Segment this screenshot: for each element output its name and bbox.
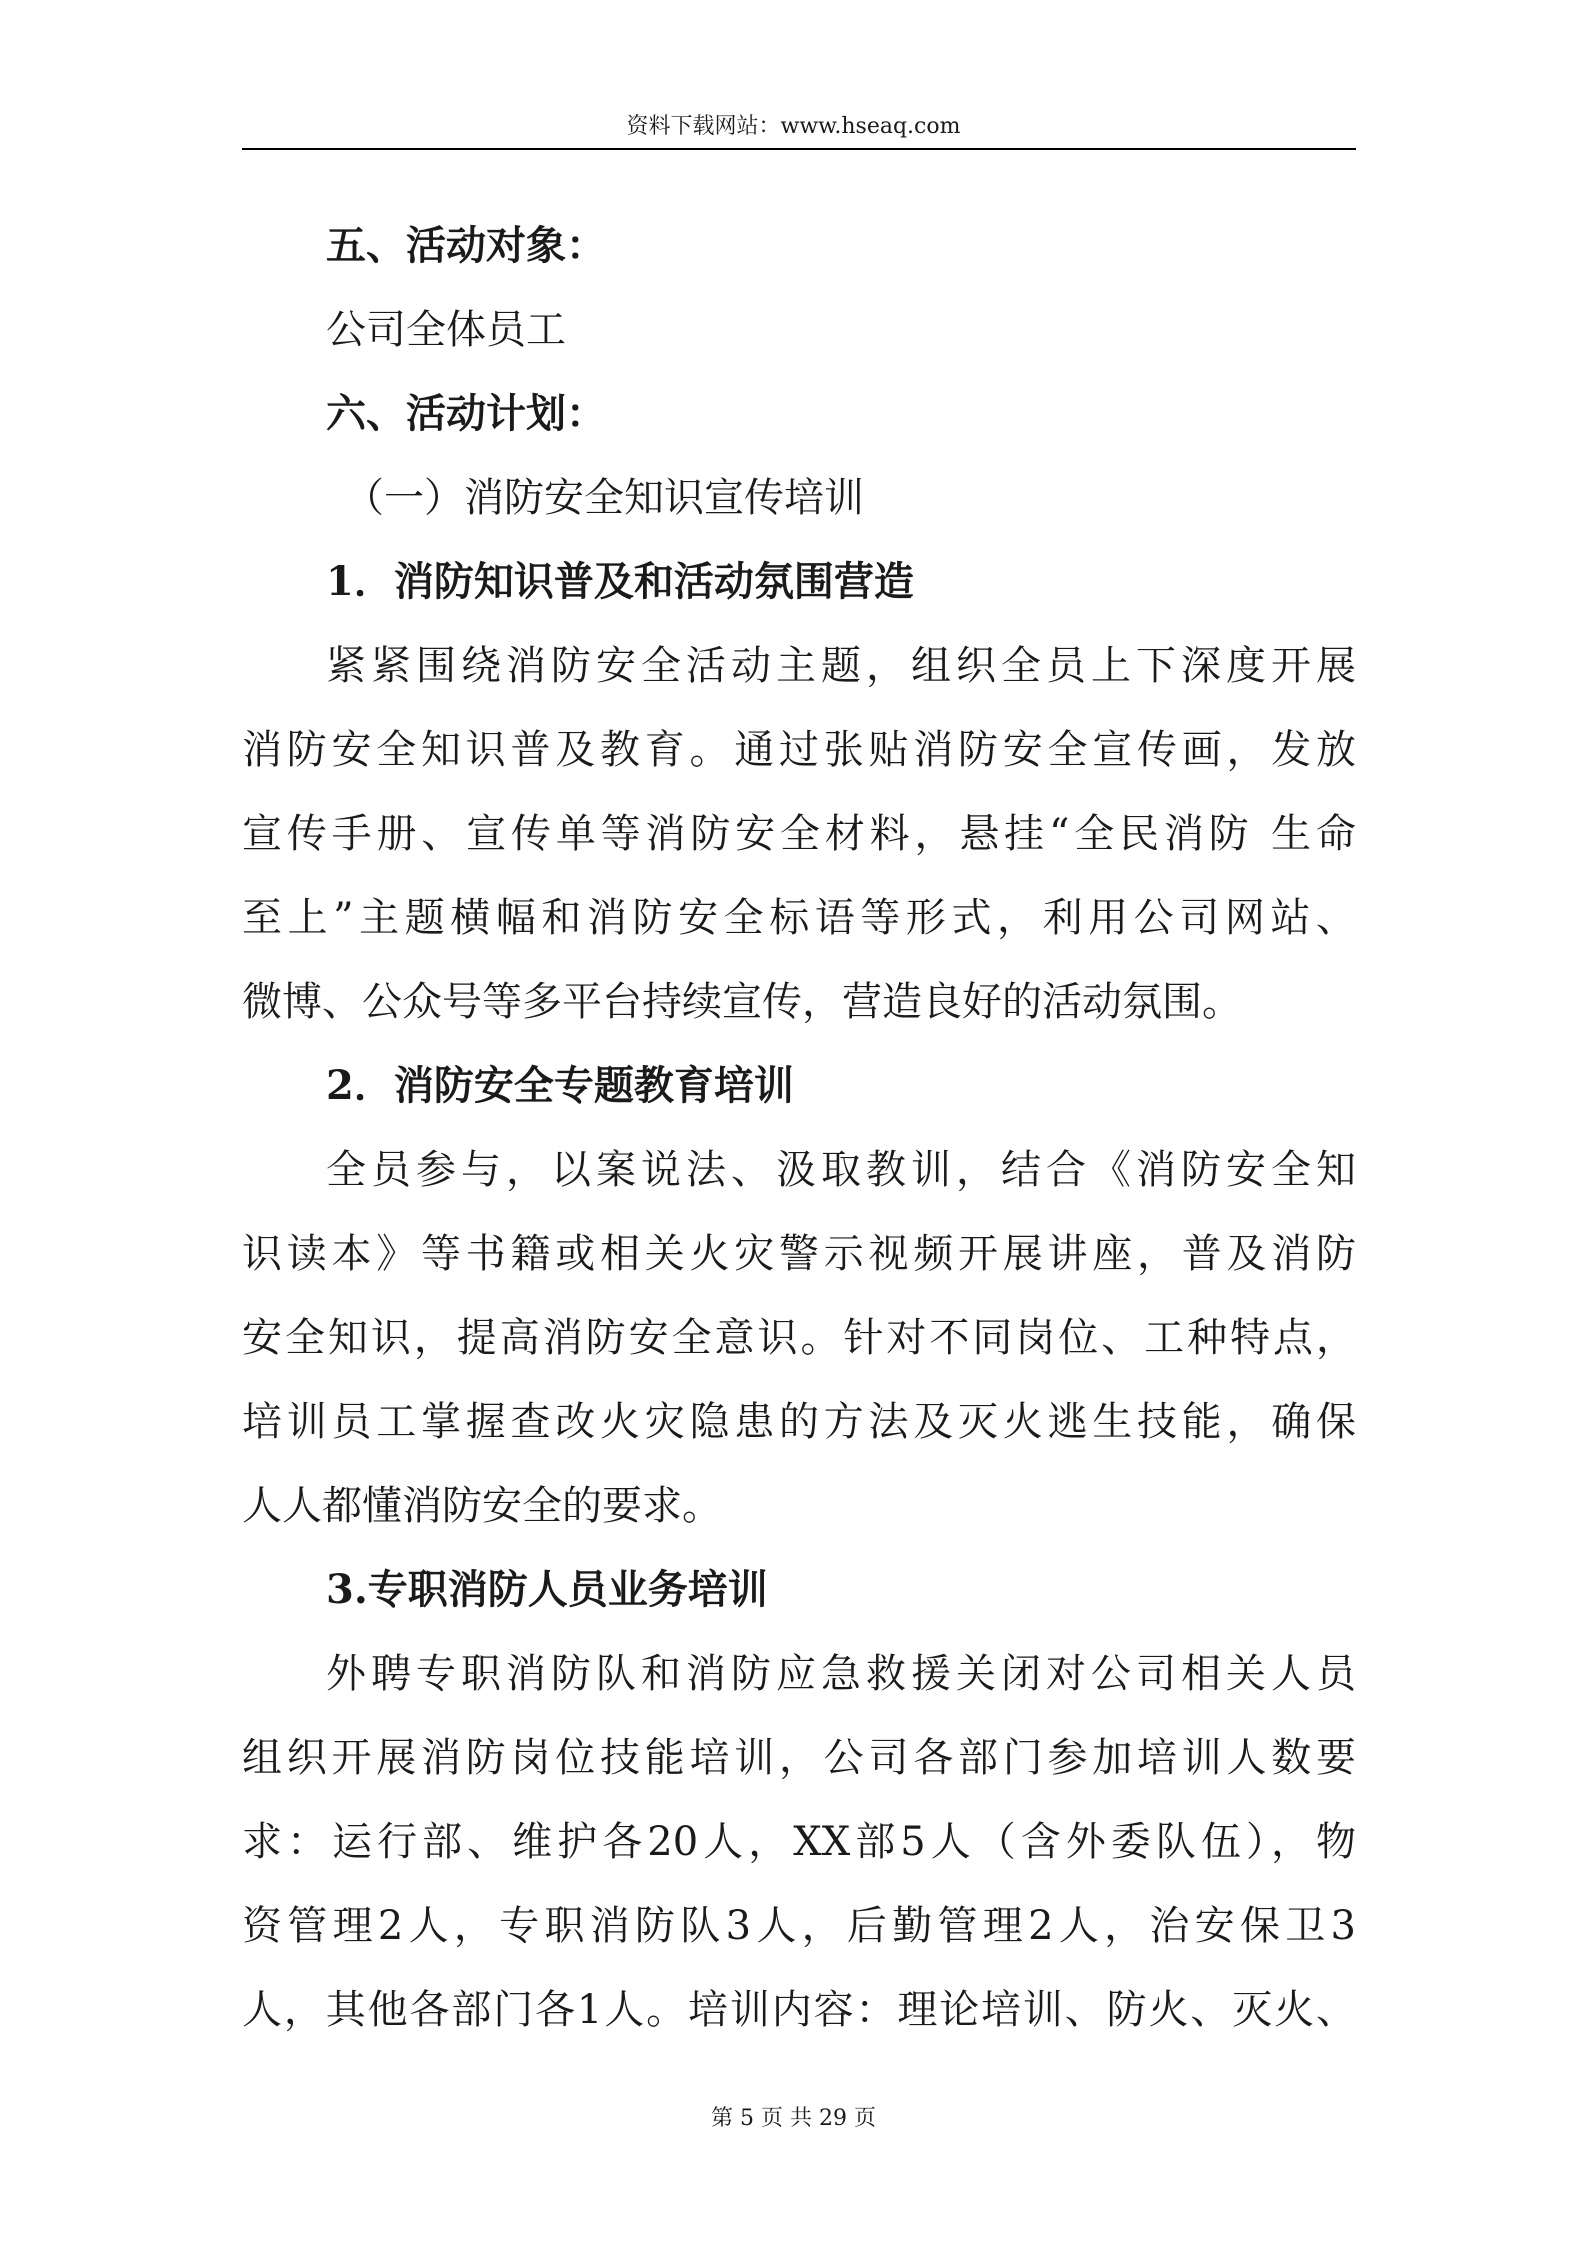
paragraph-line: 人人都懂消防安全的要求。 [242,1483,722,1529]
paragraph-line: 紧紧围绕消防安全活动主题，组织全员上下深度开展 [326,643,1356,689]
paragraph-line: 组织开展消防岗位技能培训，公司各部门参加培训人数要 [242,1735,1356,1781]
item-heading-3: 3.专职消防人员业务培训 [326,1566,768,1613]
item-heading-2: 2．消防安全专题教育培训 [326,1062,794,1109]
paragraph-line: 求：运行部、维护各20人，XX部5人（含外委队伍），物 [242,1819,1356,1865]
paragraph-line: 外聘专职消防队和消防应急救援关闭对公司相关人员 [326,1651,1356,1697]
subsection-heading-1: （一）消防安全知识宣传培训 [344,475,864,521]
paragraph-line: 识读本》等书籍或相关火灾警示视频开展讲座，普及消防 [242,1231,1356,1277]
document-body [242,204,1356,2052]
paragraph: 公司全体员工 [326,307,566,353]
paragraph-line: 安全知识，提高消防安全意识。针对不同岗位、工种特点， [242,1315,1356,1361]
section-heading-6: 六、活动计划： [326,390,606,437]
paragraph-line: 消防安全知识普及教育。通过张贴消防安全宣传画，发放 [242,727,1356,773]
page-number-footer: 第 5 页 共 29 页 [711,2106,876,2131]
paragraph-line: 宣传手册、宣传单等消防安全材料，悬挂“全民消防 生命 [242,811,1356,857]
paragraph-line: 全员参与，以案说法、汲取教训，结合《消防安全知 [326,1147,1356,1193]
paragraph-line: 至上”主题横幅和消防安全标语等形式，利用公司网站、 [242,895,1356,941]
header-divider [242,148,1356,150]
item-heading-1: 1．消防知识普及和活动氛围营造 [326,558,914,605]
paragraph-line: 微博、公众号等多平台持续宣传，营造良好的活动氛围。 [242,979,1242,1025]
paragraph-line: 人，其他各部门各1人。培训内容：理论培训、防火、灭火、 [242,1987,1356,2033]
section-heading-5: 五、活动对象： [326,222,606,269]
paragraph-line: 资管理2人，专职消防队3人，后勤管理2人，治安保卫3 [242,1903,1356,1949]
page-header: 资料下载网站：www.hseaq.com [626,114,961,139]
paragraph-line: 培训员工掌握查改火灾隐患的方法及灭火逃生技能，确保 [242,1399,1356,1445]
